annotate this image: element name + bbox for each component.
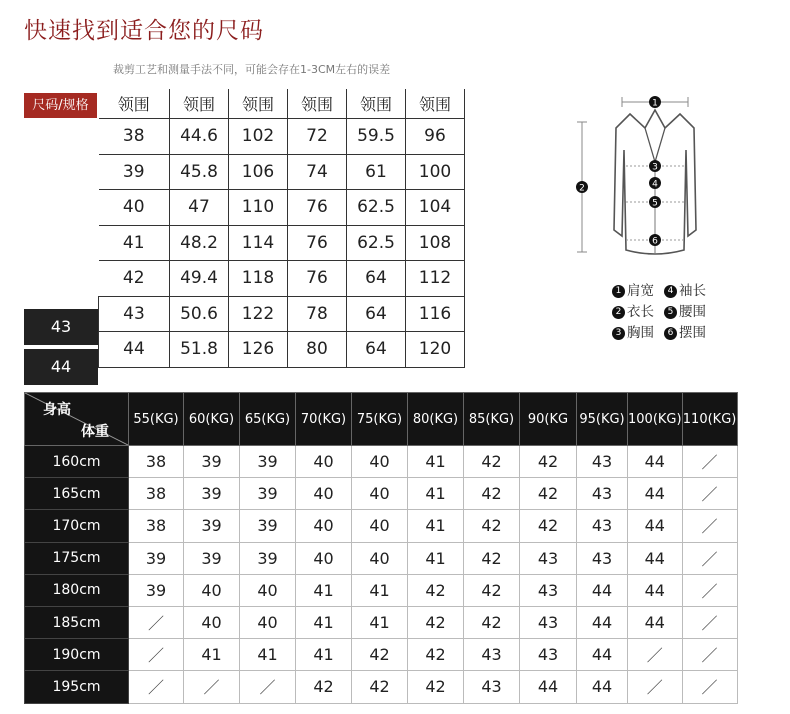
unavailable-cell: ／ (682, 446, 737, 478)
size-cell: 43 (520, 606, 577, 638)
size-cell: 39 (240, 510, 296, 542)
size-cell: 44 (520, 671, 577, 703)
size-cell: 44 (628, 574, 683, 606)
table-row (25, 542, 738, 574)
size-cell: 42 (408, 606, 464, 638)
unavailable-cell: ／ (682, 542, 737, 574)
size-cell: 42 (464, 510, 520, 542)
size-cell: 42 (352, 671, 408, 703)
table-row (25, 639, 738, 671)
height-row-header: 160cm (25, 446, 129, 478)
size-cell: 40 (184, 606, 240, 638)
table-row (25, 671, 738, 703)
size-cell: 44 (577, 606, 628, 638)
table-cell: 39 (99, 154, 170, 190)
size-cell: 42 (408, 671, 464, 703)
svg-text:5: 5 (652, 198, 658, 209)
table-row (99, 190, 465, 226)
size-row-label: 44 (24, 349, 98, 385)
size-cell: 42 (520, 510, 577, 542)
size-cell: 39 (240, 446, 296, 478)
size-cell: 43 (520, 542, 577, 574)
table-cell: 126 (229, 332, 288, 368)
size-cell: 42 (464, 446, 520, 478)
weight-header: 体重 (81, 424, 109, 440)
size-cell: 40 (240, 606, 296, 638)
table-cell: 96 (406, 119, 465, 155)
weight-column-header: 70(KG) (296, 393, 352, 446)
size-cell: 40 (296, 542, 352, 574)
legend-number: 3 (612, 327, 625, 340)
column-header: 领围 (288, 89, 347, 119)
table-cell: 76 (288, 261, 347, 297)
table-cell: 44 (99, 332, 170, 368)
size-cell: 41 (240, 639, 296, 671)
size-recommendation-table (24, 392, 738, 704)
height-row-header: 170cm (25, 510, 129, 542)
table-cell: 78 (288, 296, 347, 332)
size-cell: 44 (628, 542, 683, 574)
size-cell: 43 (464, 639, 520, 671)
weight-column-header: 55(KG) (129, 393, 184, 446)
table-cell: 49.4 (170, 261, 229, 297)
size-cell: 44 (628, 606, 683, 638)
legend-row (612, 300, 706, 320)
table-cell: 50.6 (170, 296, 229, 332)
table-row (25, 478, 738, 510)
size-cell: 42 (520, 446, 577, 478)
table-cell: 42 (99, 261, 170, 297)
table-cell: 51.8 (170, 332, 229, 368)
weight-column-header: 100(KG) (628, 393, 683, 446)
size-cell: 42 (520, 478, 577, 510)
size-cell: 43 (520, 574, 577, 606)
table-cell: 48.2 (170, 225, 229, 261)
unavailable-cell: ／ (628, 639, 683, 671)
table-row (99, 154, 465, 190)
table-row (25, 574, 738, 606)
size-cell: 39 (184, 446, 240, 478)
table-cell: 76 (288, 225, 347, 261)
size-cell: 39 (184, 478, 240, 510)
size-cell: 40 (352, 478, 408, 510)
legend-label: 肩宽 (627, 283, 654, 299)
size-cell: 40 (352, 510, 408, 542)
unavailable-cell: ／ (129, 606, 184, 638)
table-row (99, 119, 465, 155)
table-cell: 40 (99, 190, 170, 226)
size-cell: 42 (352, 639, 408, 671)
weight-column-header: 80(KG) (408, 393, 464, 446)
height-row-header: 175cm (25, 542, 129, 574)
column-header: 领围 (347, 89, 406, 119)
table-cell: 102 (229, 119, 288, 155)
table-cell: 38 (99, 119, 170, 155)
legend-number: 4 (664, 285, 677, 298)
legend-label: 摆围 (679, 325, 706, 341)
size-cell: 43 (577, 542, 628, 574)
size-cell: 42 (464, 606, 520, 638)
size-cell: 41 (184, 639, 240, 671)
size-cell: 43 (520, 639, 577, 671)
corner-header (25, 393, 129, 446)
table-cell: 72 (288, 119, 347, 155)
table-cell: 62.5 (347, 190, 406, 226)
height-row-header: 180cm (25, 574, 129, 606)
legend-label: 袖长 (679, 283, 706, 299)
table-cell: 45.8 (170, 154, 229, 190)
jacket-measurement-diagram (570, 90, 700, 265)
page-title: 快速找到适合您的尺码 (24, 18, 264, 44)
unavailable-cell: ／ (682, 510, 737, 542)
column-header: 领围 (406, 89, 465, 119)
diagonal-divider (25, 393, 128, 445)
unavailable-cell: ／ (682, 574, 737, 606)
size-cell: 43 (577, 446, 628, 478)
size-cell: 42 (408, 639, 464, 671)
table-cell: 118 (229, 261, 288, 297)
size-spec-badge: 尺码/规格 (24, 93, 97, 118)
size-measurement-table (98, 89, 465, 368)
size-cell: 42 (464, 574, 520, 606)
size-cell: 39 (184, 510, 240, 542)
legend-number: 5 (664, 306, 677, 319)
legend-number: 1 (612, 285, 625, 298)
weight-column-header: 85(KG) (464, 393, 520, 446)
size-cell: 42 (464, 478, 520, 510)
size-cell: 38 (129, 510, 184, 542)
table-cell: 112 (406, 261, 465, 297)
height-row-header: 185cm (25, 606, 129, 638)
size-cell: 44 (628, 446, 683, 478)
legend-label: 衣长 (627, 304, 654, 320)
size-cell: 43 (464, 671, 520, 703)
table-cell: 62.5 (347, 225, 406, 261)
table-cell: 114 (229, 225, 288, 261)
size-cell: 44 (628, 478, 683, 510)
table-cell: 122 (229, 296, 288, 332)
measurement-note: 裁剪工艺和测量手法不同，可能会存在1-3CM左右的误差 (113, 63, 391, 76)
size-cell: 41 (296, 639, 352, 671)
size-cell: 42 (408, 574, 464, 606)
table-cell: 43 (99, 296, 170, 332)
legend-label: 胸围 (627, 325, 654, 341)
legend-number: 2 (612, 306, 625, 319)
table-row (25, 606, 738, 638)
height-row-header: 190cm (25, 639, 129, 671)
table-cell: 110 (229, 190, 288, 226)
table-cell: 76 (288, 190, 347, 226)
weight-column-header: 95(KG) (577, 393, 628, 446)
table-cell: 41 (99, 225, 170, 261)
table-row (99, 225, 465, 261)
table-cell: 61 (347, 154, 406, 190)
size-cell: 44 (577, 639, 628, 671)
legend-label: 腰围 (679, 304, 706, 320)
table-cell: 106 (229, 154, 288, 190)
table-row (25, 510, 738, 542)
size-cell: 40 (352, 542, 408, 574)
svg-text:3: 3 (652, 162, 658, 173)
unavailable-cell: ／ (682, 639, 737, 671)
table-cell: 80 (288, 332, 347, 368)
size-cell: 39 (129, 542, 184, 574)
unavailable-cell: ／ (682, 671, 737, 703)
table-header-row (25, 393, 738, 446)
legend-row (612, 321, 706, 341)
size-cell: 38 (129, 446, 184, 478)
height-row-header: 165cm (25, 478, 129, 510)
table-row (99, 332, 465, 368)
column-header: 领围 (229, 89, 288, 119)
table-row (25, 446, 738, 478)
table-cell: 47 (170, 190, 229, 226)
weight-column-header: 65(KG) (240, 393, 296, 446)
table-cell: 108 (406, 225, 465, 261)
table-cell: 100 (406, 154, 465, 190)
table-cell: 74 (288, 154, 347, 190)
size-cell: 43 (577, 478, 628, 510)
table-cell: 116 (406, 296, 465, 332)
size-cell: 40 (240, 574, 296, 606)
legend-number: 6 (664, 327, 677, 340)
weight-column-header: 90(KG (520, 393, 577, 446)
size-cell: 41 (296, 606, 352, 638)
size-cell: 43 (577, 510, 628, 542)
legend-row (612, 279, 706, 299)
svg-text:6: 6 (652, 236, 658, 247)
size-cell: 40 (296, 446, 352, 478)
size-cell: 41 (408, 446, 464, 478)
svg-text:2: 2 (579, 183, 585, 194)
table-cell: 120 (406, 332, 465, 368)
table-cell: 64 (347, 261, 406, 297)
unavailable-cell: ／ (184, 671, 240, 703)
table-cell: 64 (347, 332, 406, 368)
size-cell: 41 (352, 574, 408, 606)
size-cell: 39 (240, 542, 296, 574)
unavailable-cell: ／ (129, 671, 184, 703)
size-row-label: 43 (24, 309, 98, 345)
size-cell: 38 (129, 478, 184, 510)
weight-column-header: 60(KG) (184, 393, 240, 446)
unavailable-cell: ／ (240, 671, 296, 703)
size-cell: 39 (240, 478, 296, 510)
weight-column-header: 75(KG) (352, 393, 408, 446)
unavailable-cell: ／ (129, 639, 184, 671)
weight-column-header: 110(KG) (682, 393, 737, 446)
unavailable-cell: ／ (682, 478, 737, 510)
size-cell: 44 (628, 510, 683, 542)
size-cell: 40 (184, 574, 240, 606)
table-cell: 59.5 (347, 119, 406, 155)
size-cell: 44 (577, 574, 628, 606)
table-cell: 64 (347, 296, 406, 332)
table-row (99, 261, 465, 297)
size-cell: 41 (408, 510, 464, 542)
size-cell: 39 (129, 574, 184, 606)
size-cell: 41 (408, 542, 464, 574)
size-cell: 42 (464, 542, 520, 574)
table-cell: 104 (406, 190, 465, 226)
column-header: 领围 (170, 89, 229, 119)
table-cell: 44.6 (170, 119, 229, 155)
height-row-header: 195cm (25, 671, 129, 703)
svg-text:4: 4 (652, 179, 658, 190)
table-row (99, 296, 465, 332)
size-cell: 42 (296, 671, 352, 703)
unavailable-cell: ／ (628, 671, 683, 703)
size-cell: 41 (352, 606, 408, 638)
unavailable-cell: ／ (682, 606, 737, 638)
size-cell: 40 (352, 446, 408, 478)
size-cell: 41 (296, 574, 352, 606)
size-cell: 44 (577, 671, 628, 703)
height-header: 身高 (43, 402, 71, 418)
size-cell: 40 (296, 478, 352, 510)
table-header-row (99, 89, 465, 119)
size-cell: 39 (184, 542, 240, 574)
svg-text:1: 1 (652, 98, 658, 109)
size-cell: 41 (408, 478, 464, 510)
column-header: 领围 (99, 89, 170, 119)
size-cell: 40 (296, 510, 352, 542)
